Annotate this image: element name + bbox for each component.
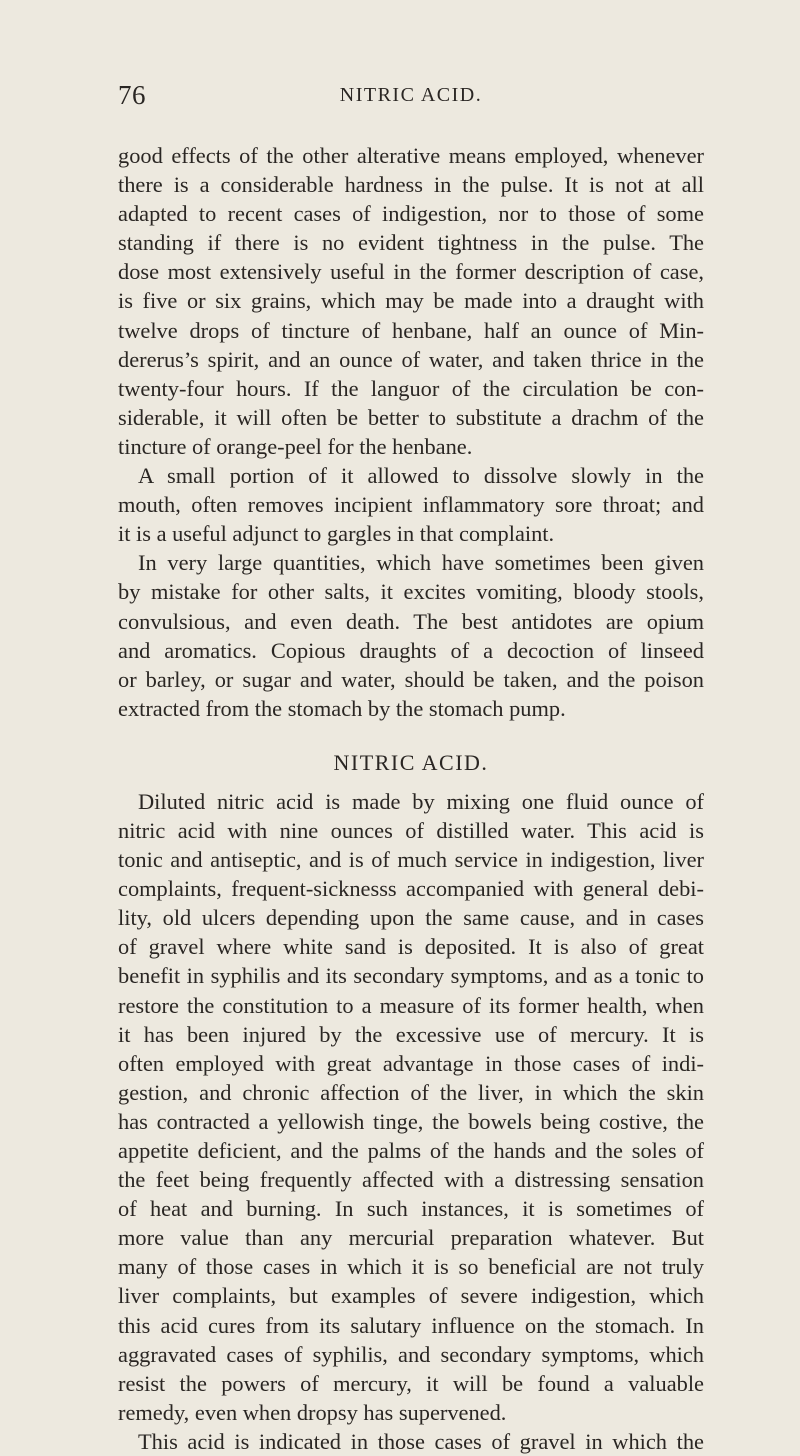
- text-line: is five or six grains, which may be made into a draught with: [118, 288, 704, 314]
- text-line: there is a considerable hardness in the pulse. It is not at all: [118, 172, 704, 198]
- text-line: dose most extensively useful in the former description of case,: [118, 259, 704, 285]
- text-line: this acid cures from its salutary influence on the stomach. In: [118, 1312, 704, 1338]
- text-line: complaints, frequent-sicknesss accompanied with general debi-: [118, 876, 704, 902]
- text-line: A small portion of it allowed to dissolve slowly in the: [138, 463, 704, 489]
- text-line: restore the constitution to a measure of its former health, when: [118, 992, 704, 1018]
- paragraphs-after-heading: [118, 787, 704, 1456]
- text-line: the feet being frequently affected with a distressing sensation: [118, 1167, 704, 1193]
- text-line: Diluted nitric acid is made by mixing one fluid ounce of: [138, 788, 704, 814]
- text-line: and aromatics. Copious draughts of a decoction of linseed: [118, 637, 704, 663]
- page-number: 76: [118, 80, 146, 110]
- text-line: convulsious, and even death. The best antidotes are opium: [118, 608, 704, 634]
- text-line: tonic and antiseptic, and is of much service in indigestion, liver: [118, 847, 704, 873]
- text-line: appetite deficient, and the palms of the hands and the soles of: [118, 1138, 704, 1163]
- text-line: has contracted a yellowish tinge, the bowels being costive, the: [118, 1108, 704, 1134]
- text-line: it has been injured by the excessive use of mercury. It is: [118, 1021, 704, 1047]
- section-heading: NITRIC ACID.: [333, 749, 489, 775]
- text-line: mouth, often removes incipient inflammatory sore throat; and: [118, 492, 704, 518]
- text-line: resist the powers of mercury, it will be found a valuable: [118, 1370, 704, 1396]
- text-line: liver complaints, but examples of severe indigestion, which: [118, 1283, 704, 1309]
- text-line: aggravated cases of syphilis, and secondary symptoms, which: [118, 1341, 704, 1367]
- text-line: of heat and burning. In such instances, it is sometimes of: [118, 1196, 704, 1222]
- text-line: of gravel where white sand is deposited. It is also of great: [118, 934, 704, 960]
- text-line: many of those cases in which it is so beneficial are not truly: [118, 1254, 704, 1280]
- text-line: twelve drops of tincture of henbane, half an ounce of Min-: [118, 317, 704, 343]
- text-line: or barley, or sugar and water, should be taken, and the poison: [118, 666, 704, 692]
- running-head: [118, 80, 704, 114]
- text-line: tincture of orange-peel for the henbane.: [118, 433, 473, 459]
- heading-spacer: [118, 723, 704, 745]
- text-line: In very large quantities, which have sometimes been given: [138, 550, 704, 576]
- text-line: This acid is indicated in those cases of gravel in which the: [138, 1428, 704, 1454]
- text-line: gestion, and chronic affection of the liver, in which the skin: [118, 1079, 704, 1105]
- text-line: by mistake for other salts, it excites vomiting, bloody stools,: [118, 579, 704, 605]
- body-text: [118, 141, 704, 1456]
- text-line: remedy, even when dropsy has supervened.: [118, 1399, 507, 1425]
- paragraphs-before-heading: [118, 141, 704, 723]
- text-line: often employed with great advantage in those cases of indi-: [118, 1050, 704, 1076]
- running-title: NITRIC ACID.: [339, 84, 483, 106]
- text-line: more value than any mercurial preparation whatever. But: [118, 1225, 704, 1251]
- text-line: adapted to recent cases of indigestion, nor to those of some: [118, 201, 704, 227]
- text-line: extracted from the stomach by the stomach pump.: [118, 695, 566, 721]
- text-line: benefit in syphilis and its secondary symptoms, and as a tonic to: [118, 963, 704, 989]
- text-line: twenty-four hours. If the languor of the circulation be con-: [118, 375, 704, 401]
- text-line: it is a useful adjunct to gargles in that complaint.: [118, 521, 555, 547]
- text-line: good effects of the other alterative means employed, whenever: [118, 143, 704, 168]
- text-line: dererus’s spirit, and an ounce of water, and taken thrice in the: [118, 346, 704, 372]
- text-line: lity, old ulcers depending upon the same cause, and in cases: [118, 905, 704, 931]
- text-line: nitric acid with nine ounces of distilled water. This acid is: [118, 817, 704, 843]
- text-line: standing if there is no evident tightness in the pulse. The: [118, 230, 704, 256]
- text-line: siderable, it will often be better to substitute a drachm of the: [118, 404, 704, 430]
